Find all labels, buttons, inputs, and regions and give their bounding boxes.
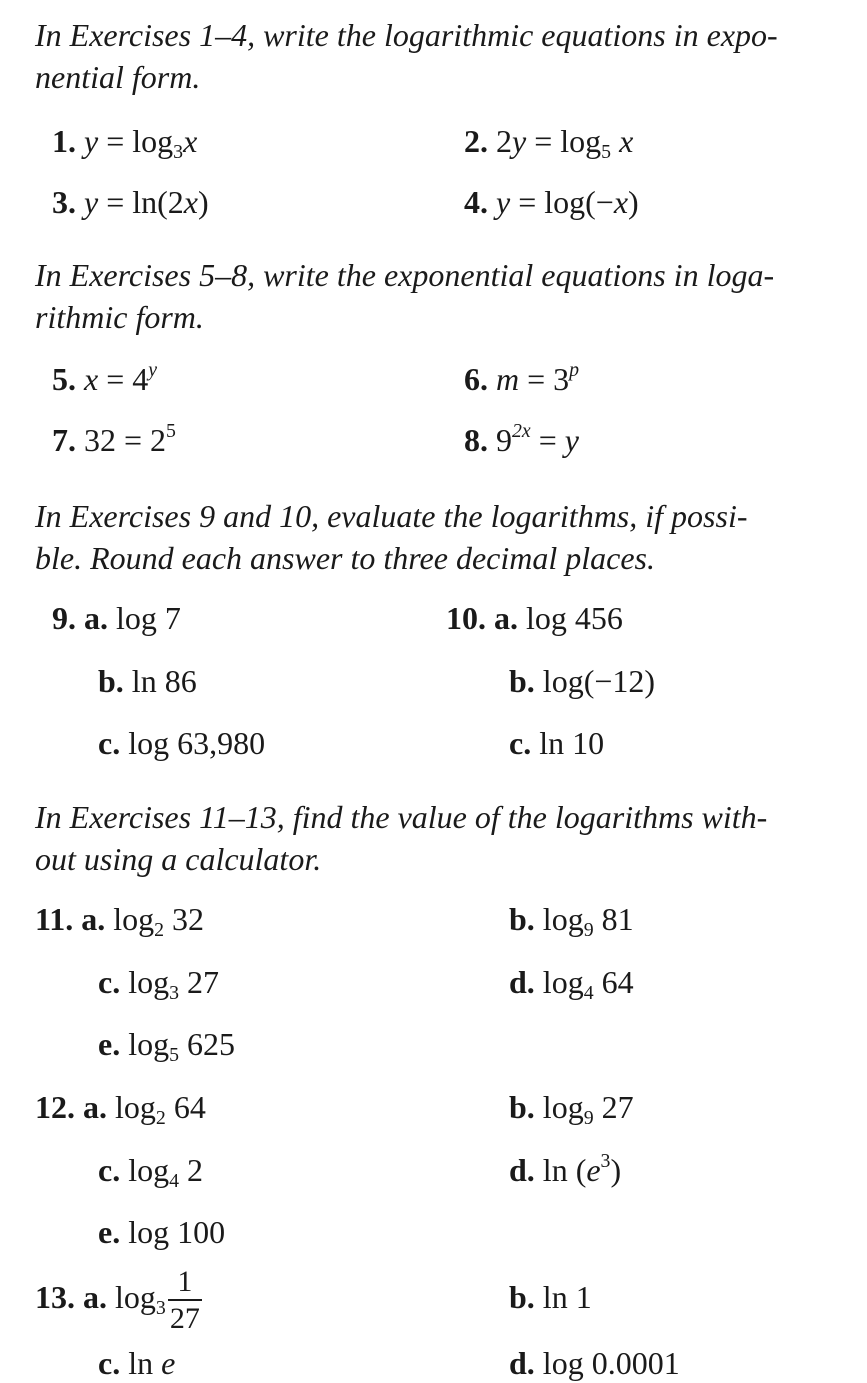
exercise-13b: b. ln 1	[509, 1279, 592, 1315]
instruction-4-line-2: out using a calculator.	[35, 841, 322, 877]
exercise-6: 6. $m = 3^p$	[464, 359, 580, 397]
exercise-number: 13.	[35, 1279, 75, 1315]
exercise-12c: c. $\log_4 2$	[98, 1152, 204, 1192]
instruction-4-line-1: In Exercises 11–13, find the value of the logarithms with-	[35, 799, 768, 835]
instruction-3-line-2: ble. Round each answer to three decimal places.	[35, 540, 655, 576]
exercise-1: 1. $y = \log_3x$	[52, 123, 198, 163]
exercise-5: 5. $x = 4^y$	[52, 359, 158, 397]
exercise-number: 6.	[464, 361, 488, 397]
exercise-11a: 11. a. $\log_2 32$	[35, 901, 205, 941]
exercise-2: 2. $2y = \log_5 x$	[464, 123, 634, 163]
exercise-number: 7.	[52, 422, 76, 458]
exercise-3: 3. y = ln(2x)	[52, 184, 209, 220]
exercise-8: 8. $9^{2x} = y$	[464, 420, 579, 458]
exercise-number: 3.	[52, 184, 76, 220]
exercise-9a: 9. a. log 7	[52, 600, 181, 636]
exercise-number: 9.	[52, 600, 76, 636]
exercise-12b: b. $\log_9 27$	[509, 1089, 634, 1129]
exercise-13c: c. ln e	[98, 1345, 176, 1381]
exercise-12a: 12. a. $\log_2 64$	[35, 1089, 206, 1129]
instruction-1-line-1: In Exercises 1–4, write the logarithmic equations in expo-	[35, 17, 778, 53]
instruction-1-line-2: nential form.	[35, 59, 201, 95]
exercise-number: 12.	[35, 1089, 75, 1125]
instruction-2	[35, 254, 835, 338]
exercise-number: 8.	[464, 422, 488, 458]
exercise-13a: 13. a. $\log_3$ $\frac{1}{27}$	[35, 1265, 200, 1336]
exercise-4: 4. y = log(−x)	[464, 184, 639, 220]
exercise-7: 7. $32 = 2^5$	[52, 420, 176, 458]
instruction-3-line-1: In Exercises 9 and 10, evaluate the logarithms, if possi-	[35, 498, 748, 534]
instruction-1	[35, 14, 835, 98]
exercise-number: 5.	[52, 361, 76, 397]
exercise-11b: b. $\log_9 81$	[509, 901, 634, 941]
instruction-4	[35, 796, 835, 880]
exercise-10a: 10. a. log 456	[446, 600, 623, 636]
exercise-11d: d. $\log_4 64$	[509, 964, 634, 1004]
exercise-12e: e. log 100	[98, 1214, 226, 1250]
instruction-2-line-1: In Exercises 5–8, write the exponential equations in loga-	[35, 257, 775, 293]
exercise-number: 1.	[52, 123, 76, 159]
exercise-9c: c. log 63,980	[98, 725, 266, 761]
exercise-11c: c. $\log_3 27$	[98, 964, 220, 1004]
exercise-number: 2.	[464, 123, 488, 159]
exercise-9b: b. ln 86	[98, 663, 197, 699]
exercise-10b: b. log(−12)	[509, 663, 656, 699]
fraction: $\frac{1}{27}$	[169, 1265, 200, 1336]
instruction-2-line-2: rithmic form.	[35, 299, 204, 335]
exercise-12d: d. $\ln (e^3)$	[509, 1150, 622, 1188]
exercise-number: 10.	[446, 600, 486, 636]
exercise-13d: d. log 0.0001	[509, 1345, 680, 1381]
exercise-10c: c. ln 10	[509, 725, 605, 761]
exercise-number: 4.	[464, 184, 488, 220]
exercise-number: 11.	[35, 901, 74, 937]
instruction-3	[35, 495, 835, 579]
exercise-11e: e. $\log_5 625$	[98, 1026, 236, 1066]
